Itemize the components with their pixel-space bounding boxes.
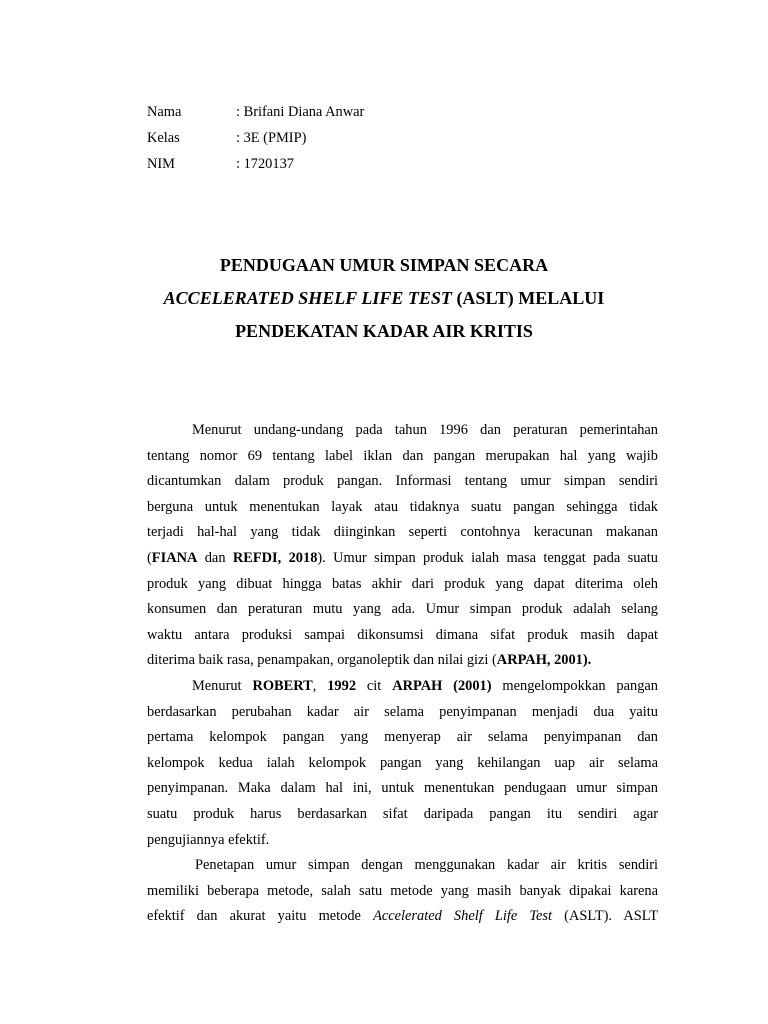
citation-author: FIANA	[151, 549, 198, 566]
paragraph-1-line: waktu antara produksi sampai dikonsumsi dimana sifat produk masih dapat	[147, 626, 658, 643]
document-title	[0, 253, 768, 352]
title-line-1: PENDUGAAN UMUR SIMPAN SECARA	[219, 255, 549, 275]
citation-author: ROBERT	[252, 677, 313, 694]
paragraph-3-line: memiliki beberapa metode, salah satu metode yang masih banyak dipakai karena	[147, 882, 658, 899]
text: dan	[197, 549, 233, 566]
paragraph-2-line: berdasarkan perubahan kadar air selama penyimpanan menjadi dua yaitu	[147, 703, 658, 720]
title-line-2	[0, 286, 768, 319]
paragraph-1-line: tentang nomor 69 tentang label iklan dan pangan merupakan hal yang wajib	[147, 447, 658, 464]
italic-term: Accelerated Shelf Life Test	[373, 908, 553, 925]
paragraph-1-line: Menurut undang-undang pada tahun 1996 dan peraturan pemerintahan	[192, 422, 658, 438]
paragraph-1-line	[147, 648, 658, 674]
info-value: : 1720137	[236, 156, 294, 172]
text: efektif dan akurat yaitu metode	[147, 908, 374, 925]
text: Menurut	[192, 677, 253, 694]
title-line-3: PENDEKATAN KADAR AIR KRITIS	[235, 321, 533, 341]
paragraph-2-line: kelompok kedua ialah kelompok pangan yang kehilangan uap air selama	[147, 754, 658, 771]
info-value: : Brifani Diana Anwar	[236, 104, 365, 120]
text: ). Umur simpan produk ialah masa tenggat pada suatu	[317, 549, 658, 566]
text: (ASLT). ASLT	[552, 908, 658, 925]
citation-year: 1992	[327, 677, 357, 694]
paragraph-1-line: terjadi hal-hal yang tidak diinginkan seperti contohnya keracunan makanan	[147, 524, 658, 541]
citation-author: ARPAH, 2001).	[496, 652, 592, 669]
info-label: NIM	[147, 156, 175, 172]
citation-author: ARPAH (2001)	[392, 677, 492, 694]
paragraph-2-line: suatu produk harus berdasarkan sifat daripada pangan itu sendiri agar	[147, 805, 658, 822]
paragraph-1-line: dicantumkan dalam produk pangan. Informasi tentang umur simpan sendiri	[147, 473, 658, 490]
paragraph-3-line	[147, 904, 658, 930]
paragraph-2-line: penyimpanan. Maka dalam hal ini, untuk menentukan pendugaan umur simpan	[147, 780, 658, 797]
info-value: : 3E (PMIP)	[236, 130, 307, 146]
citation-author: REFDI, 2018	[232, 549, 318, 566]
title-italic-text: ACCELERATED SHELF LIFE TEST	[163, 288, 452, 308]
title-text: (ASLT) MELALUI	[451, 288, 605, 308]
text: diterima baik rasa, penampakan, organoleptik dan nilai gizi (	[147, 652, 497, 669]
paragraph-2-line: pengujiannya efektif.	[147, 831, 270, 848]
text: cit	[356, 677, 393, 694]
paragraph-2-line: pertama kelompok pangan yang menyerap air selama penyimpanan dan	[147, 729, 658, 746]
info-label: Nama	[147, 104, 182, 120]
paragraph-1-line: berguna untuk menentukan layak atau tidaknya suatu pangan sehingga tidak	[147, 498, 658, 515]
body-text	[147, 418, 658, 930]
info-label: Kelas	[147, 130, 180, 146]
paragraph-3-line: Penetapan umur simpan dengan menggunakan kadar air kritis sendiri	[195, 857, 658, 874]
text: (	[147, 549, 152, 566]
paragraph-1-line	[147, 546, 658, 572]
paragraph-1-line: produk yang dibuat hingga batas akhir dari produk yang dapat diterima oleh	[147, 575, 658, 592]
paragraph-1-line: konsumen dan peraturan mutu yang ada. Umur simpan produk adalah selang	[147, 601, 658, 618]
paragraph-2-line	[147, 674, 658, 700]
text: mengelompokkan pangan	[491, 677, 658, 694]
text: ,	[312, 677, 328, 694]
